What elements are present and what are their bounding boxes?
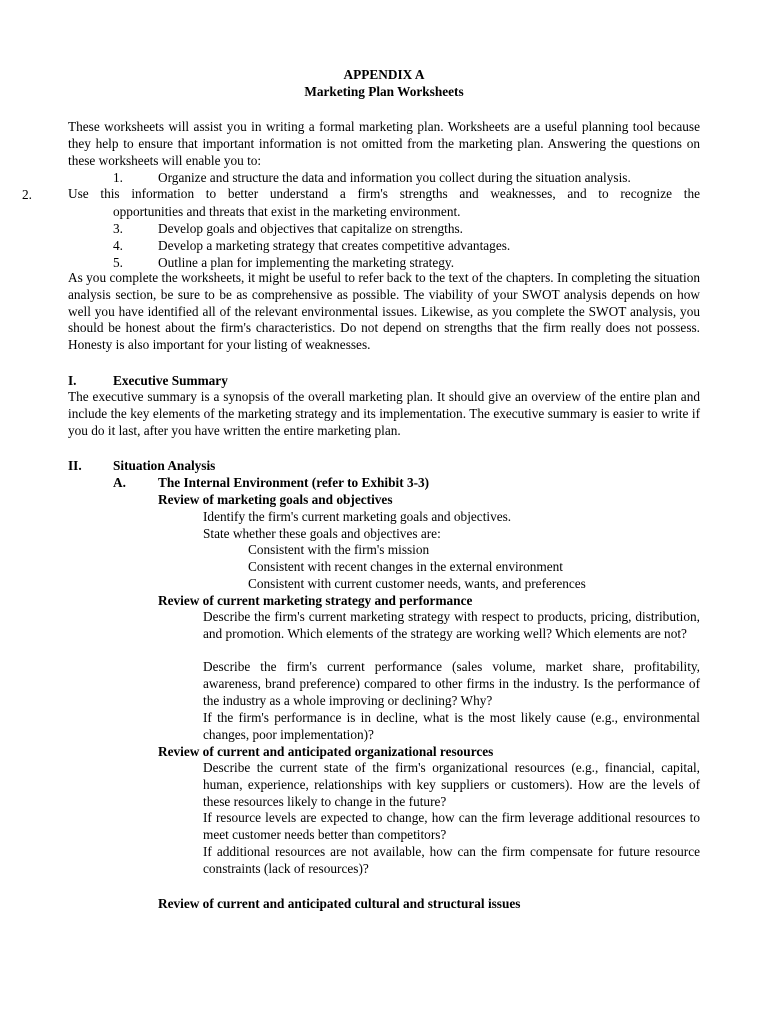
section-heading: Executive Summary <box>113 373 228 388</box>
review-heading: Review of marketing goals and objectives <box>158 492 393 507</box>
subsection-heading: The Internal Environment (refer to Exhibit 3-3) <box>158 475 430 490</box>
review-item: If resource levels are expected to change, how can the firm leverage additional resources to meet customer needs better than competitors? <box>203 810 700 842</box>
review-item: Describe the firm's current performance (sales volume, market share, profitability, awareness, brand preference) compared to other firms in the industry. Is the performance of the industry as a whole improving or declining? Why? <box>203 659 700 708</box>
list-number: 3. <box>113 221 123 236</box>
review-item: Describe the firm's current marketing strategy with respect to products, pricing, distribution, and promotion. Which elements of the strategy are working well? Which elements are not? <box>203 609 700 641</box>
appendix-label: APPENDIX A <box>343 67 425 82</box>
list-item: Develop goals and objectives that capitalize on strengths. <box>158 221 463 236</box>
review-heading: Review of current and anticipated cultural and structural issues <box>158 896 521 911</box>
list-number: 4. <box>113 238 123 253</box>
list-item: Develop a marketing strategy that creates competitive advantages. <box>158 238 511 253</box>
review-item: If the firm's performance is in decline, what is the most likely cause (e.g., environmental changes, poor implementation)? <box>203 710 700 742</box>
review-heading: Review of current and anticipated organizational resources <box>158 744 494 759</box>
completing-paragraph: As you complete the worksheets, it might be useful to refer back to the text of the chapters. In completing the situation analysis section, be sure to be as comprehensive as possible. The viability of your SWOT analysis depends on how well you have identified all of the relevant environmental issues. Likewise, as you complete the SWOT analysis, you should be honest about the firm's characteristics. Do not depend on strengths that the firm really does not possess. Honesty is also important for your listing of weaknesses. <box>68 270 700 352</box>
list-number: 1. <box>113 170 123 185</box>
section-heading: Situation Analysis <box>113 458 216 473</box>
intro-paragraph: These worksheets will assist you in writing a formal marketing plan. Worksheets are a useful planning tool because they help to ensure that important information is not omitted from the marketing plan. Answering the questions on these worksheets will enable you to: <box>68 119 700 168</box>
section-number: II. <box>68 458 82 473</box>
review-item: State whether these goals and objectives are: <box>203 526 441 541</box>
review-subitem: Consistent with recent changes in the external environment <box>248 559 563 574</box>
section-body: The executive summary is a synopsis of the overall marketing plan. It should give an overview of the entire plan and include the key elements of the marketing strategy and its implementation. The executive summary is easier to write if you do it last, after you have written the entire marketing plan. <box>68 389 700 438</box>
review-subitem: Consistent with the firm's mission <box>248 542 430 557</box>
review-item: Identify the firm's current marketing goals and objectives. <box>203 509 512 524</box>
list-number: 2. <box>22 187 32 202</box>
list-number: 5. <box>113 255 123 270</box>
section-number: I. <box>68 373 77 388</box>
subsection-number: A. <box>113 475 126 490</box>
list-item: Use this information to better understand a firm's strengths and weaknesses, and to recognize the <box>68 186 700 201</box>
list-item: Organize and structure the data and information you collect during the situation analysis. <box>158 170 631 185</box>
review-item: If additional resources are not available, how can the firm compensate for future resource constraints (lack of resources)? <box>203 844 700 876</box>
document-title: Marketing Plan Worksheets <box>304 84 464 99</box>
review-item: Describe the current state of the firm's organizational resources (e.g., financial, capital, human, experience, relationships with key suppliers or customers). How are the levels of these resources likely to change in the future? <box>203 760 700 809</box>
review-subitem: Consistent with current customer needs, wants, and preferences <box>248 576 586 591</box>
review-heading: Review of current marketing strategy and performance <box>158 593 473 608</box>
list-item: Outline a plan for implementing the marketing strategy. <box>158 255 455 270</box>
list-item-continued: opportunities and threats that exist in the marketing environment. <box>113 204 461 219</box>
